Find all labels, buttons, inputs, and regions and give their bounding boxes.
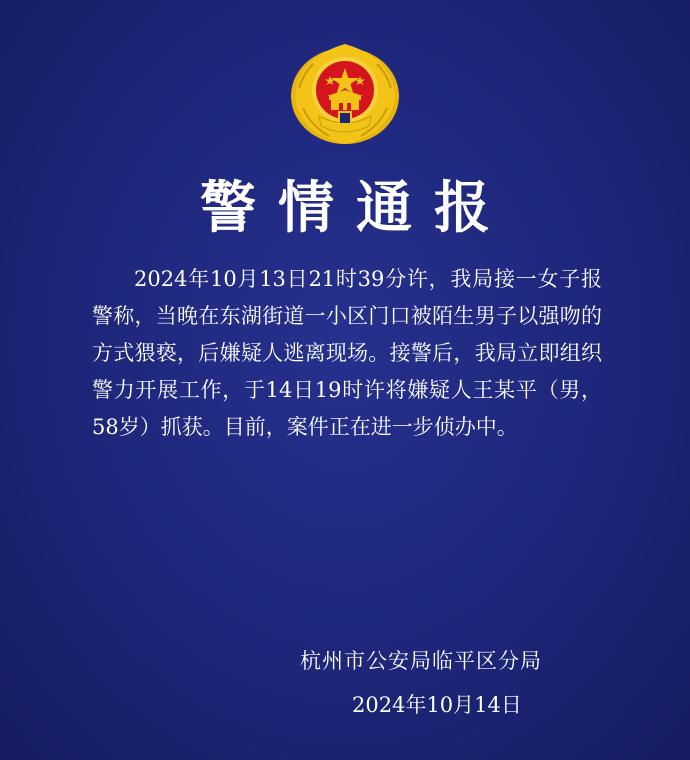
page-title: 警情通报 — [200, 176, 512, 241]
notice-body: 2024年10月13日21时39分许，我局接一女子报警称，当晚在东湖街道一小区门口被陌生男子以强吻的方式猥亵，后嫌疑人逃离现场。接警后，我局立即组织警力开展工作，于14日19时许将嫌疑人王某平（男，58岁）抓获。目前，案件正在进一步侦办中。 — [92, 267, 602, 439]
issuer-name: 杭州市公安局临平区分局 — [300, 649, 542, 673]
signature-block — [300, 644, 600, 722]
police-badge-icon — [289, 38, 401, 148]
issue-date: 2024年10月14日 — [352, 693, 522, 717]
